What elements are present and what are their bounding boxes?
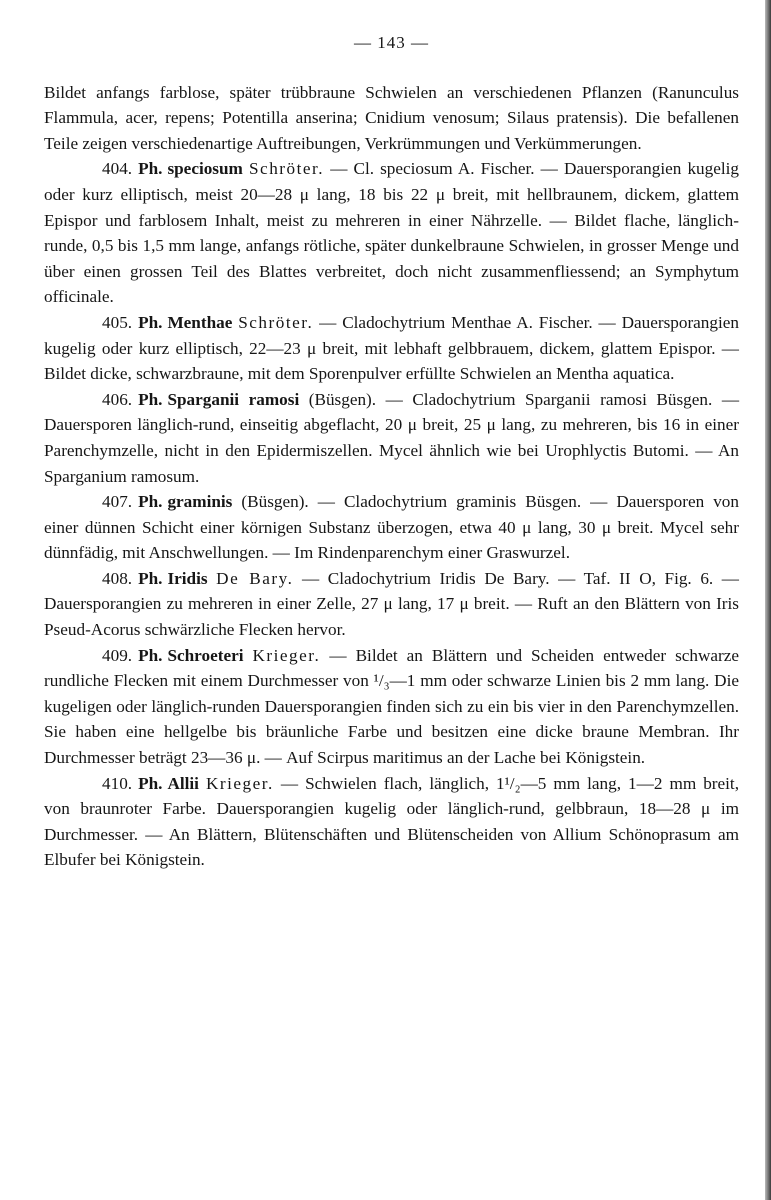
species-entry <box>44 387 739 489</box>
entry-species: Iridis <box>167 568 208 588</box>
species-entry <box>44 566 739 643</box>
entry-text: — Schwielen flach, länglich, 1¹/₂—5 mm lang, 1—2 mm breit, von braunroter Farbe. Dauersporangien kugelig oder länglich-rund, gelbbraun, 18—28 μ im Durchmesser. — An Blättern, Blütenschäften und Blütenscheiden von Allium Schönoprasum am Elbufer bei Königstein. <box>44 773 740 870</box>
entry-species: Schroeteri <box>167 645 244 665</box>
book-page <box>44 30 739 873</box>
entry-number: 406. <box>102 389 133 409</box>
entry-text: (Büsgen). — Cladochytrium Sparganii ramosi Büsgen. — Dauersporen länglich-rund, einseitig abgeflacht, 20 μ breit, 25 μ lang, zu mehreren, bis 16 in einer Parenchymzelle, nicht in den Epidermiszellen. Mycel ähnlich wie bei Urophlyctis Butomi. — An Sparganium ramosum. <box>44 389 740 486</box>
entry-genus: Ph. <box>138 568 163 588</box>
entry-genus: Ph. <box>138 492 163 512</box>
intro-paragraph: Bildet anfangs farblose, später trübbraune Schwielen an verschiedenen Pflanzen (Ranunculus Flammula, acer, repens; Potentilla anserina; Cnidium venosum; Silaus pratensis). Die befallenen Teile zeigen verschiedenartige Auftreibungen, Verkrümmungen und Verkümmerungen. <box>44 82 739 153</box>
entry-author: Schröter. <box>249 159 325 179</box>
entry-genus: Ph. <box>138 773 163 793</box>
species-entry <box>44 489 739 566</box>
entry-author: Schröter. <box>238 312 314 332</box>
entry-species: Sparganii ramosi <box>167 389 300 409</box>
species-entries <box>44 156 739 873</box>
entry-number: 410. <box>102 773 133 793</box>
entry-text: (Büsgen). — Cladochytrium graminis Büsgen. — Dauersporen von einer dünnen Schicht einer körnigen Substanz überzogen, etwa 40 μ lang, 30 μ breit. Mycel sehr dünnfädig, mit Anschwellungen. — Im Rindenparenchym einer Graswurzel. <box>44 492 739 563</box>
entry-number: 407. <box>102 492 133 512</box>
page-edge-shadow <box>765 0 771 1200</box>
entry-number: 404. <box>102 159 133 179</box>
entry-text: — Cl. speciosum A. Fischer. — Dauersporangien kugelig oder kurz elliptisch, meist 20—28 μ lang, 18 bis 22 μ breit, mit hellbraunem, dickem, glattem Epispor und farblosem Inhalt, meist zu mehreren in einer Nährzelle. — Bildet flache, länglich-runde, 0,5 bis 1,5 mm lange, anfangs rötliche, später dunkelbraune Schwielen, in grosser Menge und über einen grossen Teil des Blattes verbreitet, doch nicht zusammenfliessend; an Symphytum officinale. <box>44 159 740 307</box>
species-entry <box>44 771 739 873</box>
entry-author: Krieger. <box>205 773 274 793</box>
entry-species: Allii <box>167 773 199 793</box>
entry-species: graminis <box>167 492 233 512</box>
species-entry <box>44 643 739 771</box>
entry-species: Menthae <box>167 312 233 332</box>
entry-genus: Ph. <box>138 312 163 332</box>
species-entry <box>44 156 739 310</box>
entry-number: 409. <box>102 645 133 665</box>
entry-number: 408. <box>102 568 133 588</box>
species-entry <box>44 310 739 387</box>
entry-genus: Ph. <box>138 159 163 179</box>
entry-genus: Ph. <box>138 645 163 665</box>
entry-genus: Ph. <box>138 389 163 409</box>
entry-text: — Bildet an Blättern und Scheiden entweder schwarze rundliche Flecken mit einem Durchmesser von ¹/₃—1 mm oder schwarze Linien bis 2 mm lang. Die kugeligen oder länglich-runden Dauersporangien finden sich zu ein bis vier in den Parenchymzellen. Sie haben eine hellgelbe bis bräunliche Farbe und besitzen eine dicke braune Membran. Ihr Durchmesser beträgt 23—36 μ. — Auf Scirpus maritimus an der Lache bei Königstein. <box>44 645 740 768</box>
entry-text: — Cladochytrium Menthae A. Fischer. — Dauersporangien kugelig oder kurz elliptisch, 22—23 μ breit, mit lebhaft gelbbrauem, dickem, glattem Epispor. — Bildet dicke, schwarzbraune, mit dem Sporenpulver erfüllte Schwielen an Mentha aquatica. <box>44 312 739 384</box>
entry-text: — Cladochytrium Iridis De Bary. — Taf. II O, Fig. 6. — Dauersporangien zu mehreren in einer Zelle, 27 μ lang, 17 μ breit. — Ruft an den Blättern von Iris Pseud-Acorus schwärzliche Flecken hervor. <box>44 568 739 640</box>
entry-author: De Bary. <box>216 568 294 588</box>
entry-number: 405. <box>102 312 133 332</box>
page-number: — 143 — <box>354 33 429 52</box>
entry-author: Krieger. <box>252 645 321 665</box>
entry-species: speciosum <box>167 159 243 179</box>
